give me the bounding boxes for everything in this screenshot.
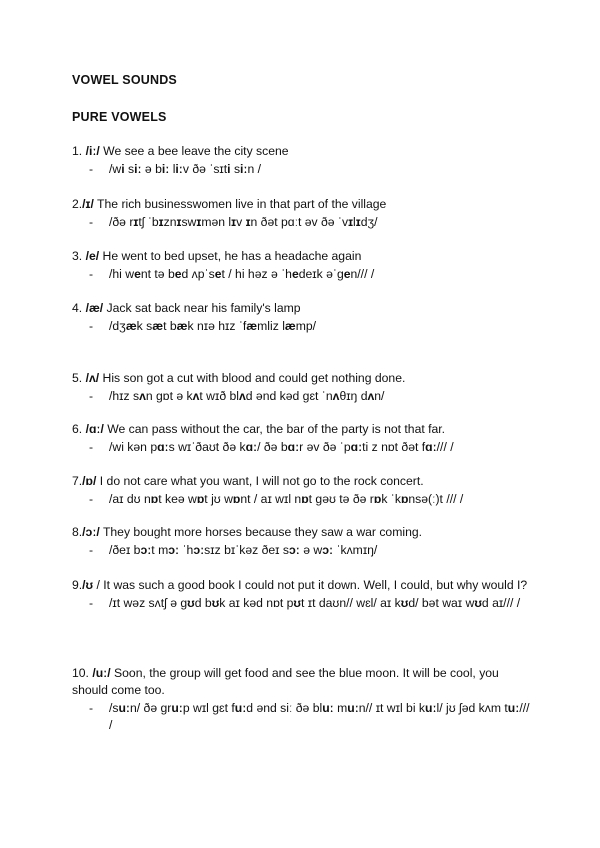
transcription-segment: k s [136,319,153,333]
vowel-entry [72,473,532,508]
transcription-segment: d b [194,596,212,610]
highlighted-vowel: ɑː [157,440,169,454]
highlighted-vowel: ɪ [355,215,361,229]
transcription-segment: k ˈk [381,492,401,506]
list-bullet: - [89,215,94,229]
highlighted-vowel: ɑː [350,440,363,454]
transcription-segment: tʃ ˈb [138,215,159,229]
entry-number: 5. [72,371,86,385]
phonetic-transcription [72,266,532,283]
sentence-text: They bought more horses because they saw a war coming. [99,525,423,539]
transcription-segment: n/ ðə gr [130,701,172,715]
transcription-segment: t gəʊ tə ðə r [308,492,374,506]
list-bullet: - [89,267,94,281]
phonetic-transcription [72,161,532,178]
highlighted-vowel: ɪ [196,215,202,229]
example-sentence [72,370,532,387]
example-sentence [72,143,532,160]
transcription-segment: t jʊ w [204,492,233,506]
highlighted-vowel: ʌ [367,389,375,403]
transcription-segment: n/ [374,389,385,403]
sentence-text: / It was such a good book I could not put it down. Well, I could, but why would I? [93,578,528,592]
transcription-segment: p wɪl gɛt f [182,701,235,715]
sentence-text: We can pass without the car, the bar of the party is not that far. [103,422,446,436]
transcription-segment: m [333,701,348,715]
sentence-text: We see a bee leave the city scene [99,144,289,158]
highlighted-vowel: uː [425,701,437,715]
highlighted-vowel: ɒ [150,492,159,506]
sentence-text: Jack sat back near his family's lamp [103,301,301,315]
transcription-segment: s [124,162,135,176]
transcription-segment: nt tə b [140,267,175,281]
transcription-segment: d aɪ/// / [481,596,521,610]
highlighted-vowel: ʊ [211,596,220,610]
entry-number: 8. [72,525,83,539]
transcription-segment: /hi w [109,267,135,281]
entry-number: 9. [72,578,83,592]
list-bullet: - [89,701,94,715]
transcription-segment: d ənd kəd gɛt ˈn [245,389,333,403]
highlighted-vowel: ɒ [373,492,382,506]
transcription-segment: /w [109,162,122,176]
highlighted-vowel: ɔː [322,543,334,557]
transcription-segment: nt / aɪ wɪl n [240,492,302,506]
example-sentence [72,665,532,699]
highlighted-vowel: ɪ [245,215,251,229]
vowel-symbol: /ɔː/ [82,525,100,539]
transcription-segment: /wi kən p [109,440,158,454]
highlighted-vowel: e [214,267,222,281]
transcription-segment: t b [163,319,177,333]
phonetic-transcription [72,595,532,612]
transcription-segment: ə b [141,162,162,176]
highlighted-vowel: ɪ [348,215,354,229]
highlighted-vowel: æ [152,319,164,333]
highlighted-vowel: ɑː [425,440,437,454]
entry-number: 6. [72,422,86,436]
highlighted-vowel: ɪ [133,215,139,229]
highlighted-vowel: ɔː [140,543,152,557]
highlighted-vowel: ʌ [238,389,246,403]
highlighted-vowel: i [227,162,231,176]
vowel-entry [72,248,532,283]
transcription-segment: /hɪz s [109,389,140,403]
vowel-entry [72,370,532,405]
highlighted-vowel: ɑː [287,440,300,454]
vowel-symbol: /æ/ [85,301,104,315]
highlighted-vowel: ʊ [187,596,195,610]
transcription-segment: mliz l [257,319,285,333]
transcription-segment: k nɪə hɪz ˈf [187,319,247,333]
transcription-segment: /// / [109,701,530,732]
transcription-segment: r əv ðə ˈp [299,440,351,454]
transcription-segment: ə w [299,543,323,557]
transcription-segment: l [169,162,176,176]
highlighted-vowel: uː [347,701,359,715]
highlighted-vowel: ɒ [232,492,241,506]
example-sentence [72,577,532,594]
transcription-segment: l/ jʊ ʃəd kʌm t [436,701,508,715]
highlighted-vowel: ɪ [176,215,182,229]
entry-number: 2. [72,197,83,211]
entry-number: 1. [72,144,86,158]
vowel-symbol: /ɪ/ [82,197,94,211]
highlighted-vowel: ʊ [400,596,409,610]
transcription-segment: n / [247,162,262,176]
transcription-segment: / ðə b [257,440,288,454]
sentence-text: Soon, the group will get food and see the blue moon. It will be cool, you should come too. [72,666,499,697]
highlighted-vowel: ɔː [168,543,180,557]
highlighted-vowel: ʌ [192,389,200,403]
highlighted-vowel: iː [175,162,183,176]
transcription-segment: s wɪˈðaʊt ðə k [168,440,246,454]
example-sentence [72,300,532,317]
highlighted-vowel: ɒ [301,492,309,506]
highlighted-vowel: e [291,267,299,281]
vowel-entry [72,196,532,231]
transcription-segment: t ɪt daʊn// wɛl/ aɪ k [300,596,401,610]
transcription-segment: deɪk əˈg [298,267,344,281]
phonetic-transcription [72,491,532,508]
transcription-segment: /aɪ dʊ n [109,492,151,506]
highlighted-vowel: uː [171,701,183,715]
vowel-symbol: /ɑː/ [85,422,104,436]
transcription-segment: t keə w [158,492,197,506]
transcription-segment: t m [151,543,169,557]
transcription-segment: v ðə ˈsɪt [182,162,228,176]
vowel-symbol: /ʊ [82,578,94,592]
entry-number: 7. [72,474,83,488]
transcription-segment: l [353,215,356,229]
vowel-entry [72,300,532,335]
highlighted-vowel: uː [118,701,130,715]
transcription-segment: zn [163,215,177,229]
list-bullet: - [89,440,94,454]
entry-number: 3. [72,249,86,263]
transcription-segment: n ðət pɑːt əv ðə ˈv [250,215,349,229]
phonetic-transcription [72,439,532,456]
phonetic-transcription [72,318,532,335]
highlighted-vowel: æ [176,319,188,333]
list-bullet: - [89,162,94,176]
transcription-segment: t / hi həz ə ˈh [221,267,292,281]
highlighted-vowel: ɒ [400,492,409,506]
highlighted-vowel: ʌ [332,389,340,403]
highlighted-vowel: ɔː [288,543,300,557]
phonetic-transcription [72,214,532,231]
transcription-segment: /s [109,701,119,715]
transcription-segment: s [230,162,241,176]
transcription-segment: n/// / [350,267,375,281]
transcription-segment: /ɪt wəz sʌtʃ ə g [109,596,188,610]
list-bullet: - [89,596,94,610]
highlighted-vowel: ɑː [245,440,258,454]
transcription-segment: k aɪ kəd nɒt p [219,596,294,610]
transcription-segment: /dʒ [109,319,126,333]
document-title: VOWEL SOUNDS [72,73,177,87]
transcription-segment: d ənd siː ðə bl [246,701,323,715]
entry-number: 10. [72,666,93,680]
vowel-entry [72,665,532,734]
sentence-text: His son got a cut with blood and could get nothing done. [99,371,406,385]
transcription-segment: ti z nɒt ðət f [362,440,426,454]
vowel-entry [72,421,532,456]
transcription-segment: sɪz bɪˈkəz ðeɪ s [204,543,289,557]
transcription-segment: dʒ/ [360,215,378,229]
highlighted-vowel: uː [507,701,520,715]
highlighted-vowel: ʌ [139,389,146,403]
transcription-segment: n// ɪt wɪl bi k [358,701,426,715]
highlighted-vowel: ɪ [158,215,164,229]
highlighted-vowel: ɔː [193,543,205,557]
phonetic-transcription [72,700,532,734]
highlighted-vowel: uː [234,701,247,715]
highlighted-vowel: ɪ [231,215,237,229]
highlighted-vowel: e [134,267,141,281]
list-bullet: - [89,492,94,506]
vowel-symbol: /iː/ [85,144,100,158]
highlighted-vowel: æ [246,319,258,333]
sentence-text: He went to bed upset, he has a headache again [99,249,362,263]
example-sentence [72,196,532,213]
highlighted-vowel: iː [161,162,170,176]
list-bullet: - [89,389,94,403]
list-bullet: - [89,543,94,557]
highlighted-vowel: ɒ [196,492,205,506]
phonetic-transcription [72,542,532,559]
sentence-text: The rich businesswomen live in that part of the village [93,197,387,211]
transcription-segment: /ðə r [109,215,134,229]
highlighted-vowel: i [121,162,125,176]
highlighted-vowel: e [174,267,182,281]
highlighted-vowel: ʊ [474,596,482,610]
highlighted-vowel: e [343,267,351,281]
highlighted-vowel: æ [125,319,137,333]
vowel-symbol: /e/ [85,249,100,263]
vowel-symbol: /uː/ [92,666,111,680]
example-sentence [72,421,532,438]
sentence-text: I do not care what you want, I will not go to the rock concert. [96,474,424,488]
example-sentence [72,248,532,265]
list-bullet: - [89,319,94,333]
transcription-segment: n gɒt ə k [145,389,193,403]
transcription-segment: /// / [436,440,454,454]
transcription-segment: θɪŋ d [339,389,368,403]
transcription-segment: /ðeɪ b [109,543,141,557]
transcription-segment: nsə(ː)t /// / [408,492,464,506]
transcription-segment: mən l [201,215,232,229]
transcription-segment: ˈkʌmɪŋ/ [333,543,378,557]
vowel-symbol: /ɒ/ [82,474,97,488]
example-sentence [72,473,532,490]
highlighted-vowel: iː [134,162,142,176]
transcription-segment: mp/ [295,319,317,333]
section-heading: PURE VOWELS [72,110,167,124]
vowel-entry [72,524,532,559]
transcription-segment: sw [181,215,197,229]
highlighted-vowel: iː [240,162,248,176]
highlighted-vowel: uː [322,701,334,715]
entry-number: 4. [72,301,86,315]
transcription-segment: ˈh [179,543,194,557]
transcription-segment: d/ bət waɪ w [408,596,475,610]
highlighted-vowel: æ [284,319,296,333]
example-sentence [72,524,532,541]
vowel-entry [72,143,532,178]
phonetic-transcription [72,388,532,405]
transcription-segment: d ʌpˈs [181,267,215,281]
transcription-segment: v [236,215,246,229]
highlighted-vowel: ʊ [293,596,301,610]
transcription-segment: t wɪð bl [199,389,239,403]
vowel-symbol: /ʌ/ [85,371,100,385]
vowel-entry [72,577,532,612]
